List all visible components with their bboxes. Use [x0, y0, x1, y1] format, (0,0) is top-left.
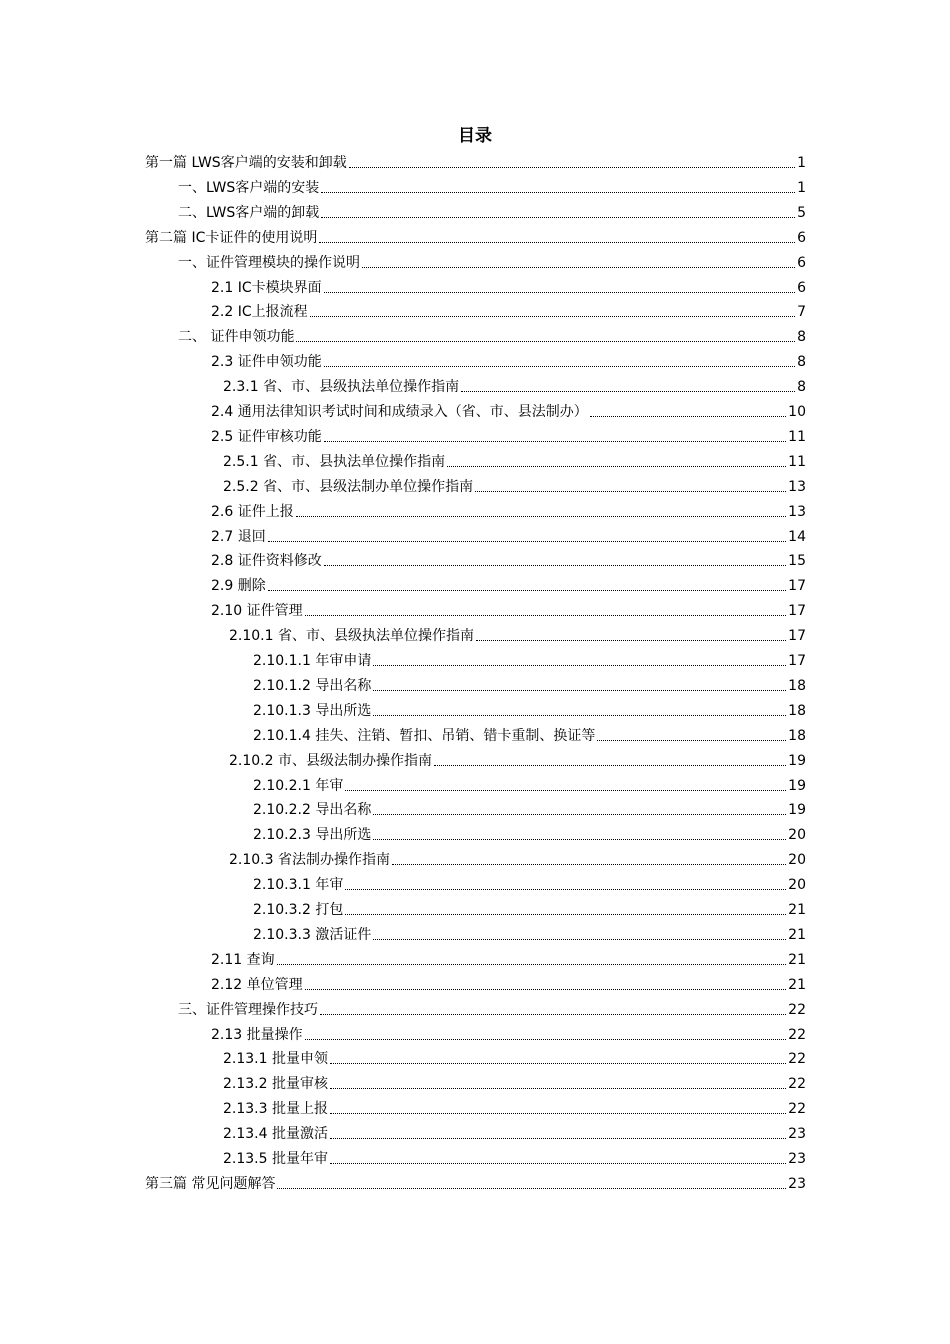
toc-leader-dots [373, 939, 786, 940]
toc-leader-dots [330, 1088, 786, 1089]
toc-entry-label: 2.12 单位管理 [211, 976, 303, 993]
toc-entry-page-number: 8 [797, 379, 806, 396]
toc-entry[interactable] [211, 524, 806, 546]
toc-entry-page-number: 21 [788, 951, 806, 968]
toc-entry[interactable] [223, 1121, 806, 1143]
toc-entry[interactable] [253, 922, 806, 944]
toc-leader-dots [321, 192, 795, 193]
toc-leader-dots [597, 740, 786, 741]
toc-entry-label: 第三篇 常见问题解答 [145, 1175, 276, 1192]
toc-leader-dots [277, 1188, 786, 1189]
toc-entry[interactable] [229, 623, 806, 645]
toc-leader-dots [305, 615, 787, 616]
toc-entry-page-number: 22 [788, 1076, 806, 1093]
toc-leader-dots [305, 1039, 787, 1040]
toc-entry-page-number: 7 [797, 304, 806, 321]
toc-entry-page-number: 23 [788, 1126, 806, 1143]
toc-leader-dots [324, 565, 786, 566]
toc-leader-dots [324, 366, 795, 367]
toc-entry[interactable] [253, 872, 806, 894]
toc-entry-page-number: 22 [788, 1026, 806, 1043]
toc-entry[interactable] [229, 748, 806, 770]
toc-entry-page-number: 20 [788, 852, 806, 869]
toc-leader-dots [447, 466, 786, 467]
toc-entry-label: 2.10.2.2 导出名称 [253, 802, 372, 819]
toc-entry-page-number: 1 [797, 179, 806, 196]
toc-entry-page-number: 6 [797, 229, 806, 246]
toc-entry-label: 2.13.5 批量年审 [223, 1151, 328, 1167]
toc-entry-label: 2.10.1 省、市、县级执法单位操作指南 [229, 628, 474, 645]
toc-entry[interactable] [223, 1146, 806, 1168]
toc-entry[interactable] [211, 548, 806, 570]
toc-entry[interactable] [223, 1071, 806, 1093]
toc-entry-page-number: 18 [788, 727, 806, 744]
toc-entry-page-number: 19 [788, 777, 806, 794]
toc-entry[interactable] [253, 698, 806, 720]
toc-entry-page-number: 18 [788, 677, 806, 694]
toc-entry-label: 二、 证件申领功能 [178, 329, 295, 346]
toc-entry-label: 2.2 IC上报流程 [211, 304, 308, 321]
toc-entry-page-number: 22 [788, 1101, 806, 1118]
toc-entry-label: 2.3.1 省、市、县级执法单位操作指南 [223, 379, 460, 396]
toc-entry[interactable] [223, 449, 806, 471]
toc-leader-dots [330, 1138, 786, 1139]
toc-leader-dots [475, 491, 786, 492]
toc-entry-page-number: 5 [797, 204, 806, 221]
toc-entry-label: 2.3 证件申领功能 [211, 354, 322, 371]
toc-entry[interactable] [178, 250, 806, 272]
toc-entry-label: 2.10.1.3 导出所选 [253, 702, 372, 719]
toc-leader-dots [349, 167, 795, 168]
toc-leader-dots [296, 516, 786, 517]
toc-entry-label: 2.5.1 省、市、县执法单位操作指南 [223, 453, 446, 470]
toc-entry[interactable] [211, 598, 806, 620]
toc-entry-label: 三、证件管理操作技巧 [178, 1001, 318, 1018]
toc-entry-page-number: 21 [788, 902, 806, 918]
toc-entry-page-number: 17 [788, 628, 806, 645]
toc-leader-dots [330, 1113, 786, 1114]
toc-entry[interactable] [145, 225, 806, 247]
toc-leader-dots [296, 341, 795, 342]
toc-entry[interactable] [223, 374, 806, 396]
toc-entry[interactable] [211, 424, 806, 446]
toc-entry-label: 2.5.2 省、市、县级法制办单位操作指南 [223, 478, 474, 495]
toc-leader-dots [345, 790, 786, 791]
toc-leader-dots [319, 242, 795, 243]
toc-entry[interactable] [211, 1022, 806, 1044]
toc-leader-dots [373, 665, 786, 666]
toc-entry[interactable] [211, 299, 806, 321]
toc-entry-label: 2.10.2 市、县级法制办操作指南 [229, 752, 432, 769]
toc-entry-label: 2.13.1 批量申领 [223, 1051, 328, 1068]
toc-entry-page-number: 19 [788, 752, 806, 769]
toc-leader-dots [373, 839, 786, 840]
toc-entry-page-number: 6 [797, 279, 806, 296]
toc-entry-label: 2.9 删除 [211, 578, 266, 595]
toc-leader-dots [330, 1163, 786, 1164]
toc-entry-page-number: 15 [788, 553, 806, 570]
toc-entry-page-number: 11 [788, 453, 806, 470]
toc-entry[interactable] [223, 474, 806, 496]
toc-leader-dots [277, 964, 787, 965]
toc-leader-dots [345, 914, 786, 915]
toc-entry-page-number: 19 [788, 802, 806, 819]
toc-entry-label: 2.4 通用法律知识考试时间和成绩录入（省、市、县法制办） [211, 404, 588, 420]
toc-entry-label: 2.10.1.2 导出名称 [253, 677, 372, 694]
toc-entry-page-number: 21 [788, 926, 806, 943]
toc-entry-label: 2.10.2.3 导出所选 [253, 827, 372, 844]
toc-entry-label: 2.10 证件管理 [211, 603, 303, 620]
toc-entry-label: 2.8 证件资料修改 [211, 553, 322, 570]
toc-entry-label: 一、LWS客户端的安装 [178, 179, 320, 196]
toc-leader-dots [373, 690, 786, 691]
toc-entry-label: 2.7 退回 [211, 528, 266, 545]
toc-entry[interactable] [211, 972, 806, 994]
toc-entry-page-number: 20 [788, 877, 806, 894]
toc-entry-label: 2.10.3.3 激活证件 [253, 926, 372, 943]
toc-entry[interactable] [253, 723, 806, 745]
toc-leader-dots [392, 864, 786, 865]
toc-leader-dots [305, 989, 787, 990]
toc-entry[interactable] [223, 1096, 806, 1118]
toc-entry-page-number: 10 [788, 404, 806, 420]
toc-entry[interactable] [253, 797, 806, 819]
toc-entry[interactable] [211, 499, 806, 521]
toc-entry-page-number: 14 [788, 528, 806, 545]
toc-entry[interactable] [223, 1046, 806, 1068]
toc-entry-label: 第一篇 LWS客户端的安装和卸载 [145, 155, 347, 171]
toc-leader-dots [268, 590, 786, 591]
toc-entry-page-number: 8 [797, 354, 806, 371]
toc-entry-page-number: 17 [788, 578, 806, 595]
toc-entry-label: 2.10.3.2 打包 [253, 902, 344, 918]
toc-entry-label: 2.5 证件审核功能 [211, 428, 322, 445]
toc-entry-label: 2.13.4 批量激活 [223, 1126, 328, 1143]
toc-entry-page-number: 22 [788, 1051, 806, 1068]
toc-entry-page-number: 23 [788, 1175, 806, 1192]
toc-entry-label: 2.13.2 批量审核 [223, 1076, 328, 1093]
toc-entry-label: 2.10.2.1 年审 [253, 777, 344, 794]
toc-leader-dots [321, 217, 795, 218]
toc-entry-page-number: 21 [788, 976, 806, 993]
toc-entry-page-number: 13 [788, 503, 806, 520]
toc-entry[interactable] [253, 673, 806, 695]
toc-leader-dots [310, 316, 795, 317]
toc-entry-label: 2.13.3 批量上报 [223, 1101, 328, 1118]
toc-leader-dots [330, 1063, 786, 1064]
toc-entry[interactable] [211, 275, 806, 297]
toc-entry-label: 2.10.3 省法制办操作指南 [229, 852, 390, 869]
toc-title: 目录 [458, 126, 492, 146]
toc-leader-dots [362, 267, 795, 268]
toc-entry-label: 2.11 查询 [211, 951, 275, 968]
toc-entry[interactable] [211, 399, 806, 421]
toc-entry-page-number: 13 [788, 478, 806, 495]
toc-entry[interactable] [145, 1171, 806, 1193]
toc-entry[interactable] [178, 997, 806, 1019]
toc-entry-page-number: 17 [788, 653, 806, 669]
toc-entry-page-number: 8 [797, 329, 806, 346]
toc-entry-page-number: 11 [788, 428, 806, 445]
toc-entry[interactable] [253, 822, 806, 844]
toc-leader-dots [324, 292, 795, 293]
toc-entry-page-number: 23 [788, 1151, 806, 1167]
toc-leader-dots [373, 715, 786, 716]
toc-entry[interactable] [253, 773, 806, 795]
toc-entry-label: 2.10.3.1 年审 [253, 877, 344, 894]
toc-entry-label: 2.1 IC卡模块界面 [211, 279, 322, 296]
toc-entry-page-number: 22 [788, 1001, 806, 1018]
toc-entry[interactable] [211, 947, 806, 969]
toc-leader-dots [345, 889, 786, 890]
toc-entry-label: 2.6 证件上报 [211, 503, 294, 520]
toc-leader-dots [434, 765, 786, 766]
toc-entry-label: 第二篇 IC卡证件的使用说明 [145, 229, 318, 246]
toc-entry-label: 2.13 批量操作 [211, 1026, 303, 1043]
toc-entry-page-number: 1 [797, 155, 806, 171]
toc-leader-dots [373, 814, 786, 815]
toc-leader-dots [476, 640, 786, 641]
toc-entry[interactable] [253, 648, 806, 670]
toc-entry[interactable] [178, 200, 806, 222]
toc-entry[interactable] [211, 573, 806, 595]
toc-leader-dots [268, 541, 786, 542]
toc-entry-page-number: 6 [797, 254, 806, 271]
toc-entry-label: 一、证件管理模块的操作说明 [178, 254, 360, 271]
toc-entry-label: 2.10.1.1 年审申请 [253, 653, 372, 669]
toc-entry[interactable] [229, 847, 806, 869]
toc-entry[interactable] [178, 175, 806, 197]
toc-leader-dots [590, 416, 786, 417]
toc-entry-label: 2.10.1.4 挂失、注销、暂扣、吊销、错卡重制、换证等 [253, 727, 596, 744]
toc-entry-label: 二、LWS客户端的卸载 [178, 204, 320, 221]
toc-entry[interactable] [145, 150, 806, 172]
toc-leader-dots [320, 1014, 786, 1015]
toc-leader-dots [324, 441, 786, 442]
toc-entry-page-number: 20 [788, 827, 806, 844]
toc-entry-page-number: 17 [788, 603, 806, 620]
toc-leader-dots [461, 391, 795, 392]
toc-entry[interactable] [178, 324, 806, 346]
toc-entry[interactable] [211, 349, 806, 371]
toc-entry[interactable] [253, 897, 806, 919]
toc-entry-page-number: 18 [788, 702, 806, 719]
